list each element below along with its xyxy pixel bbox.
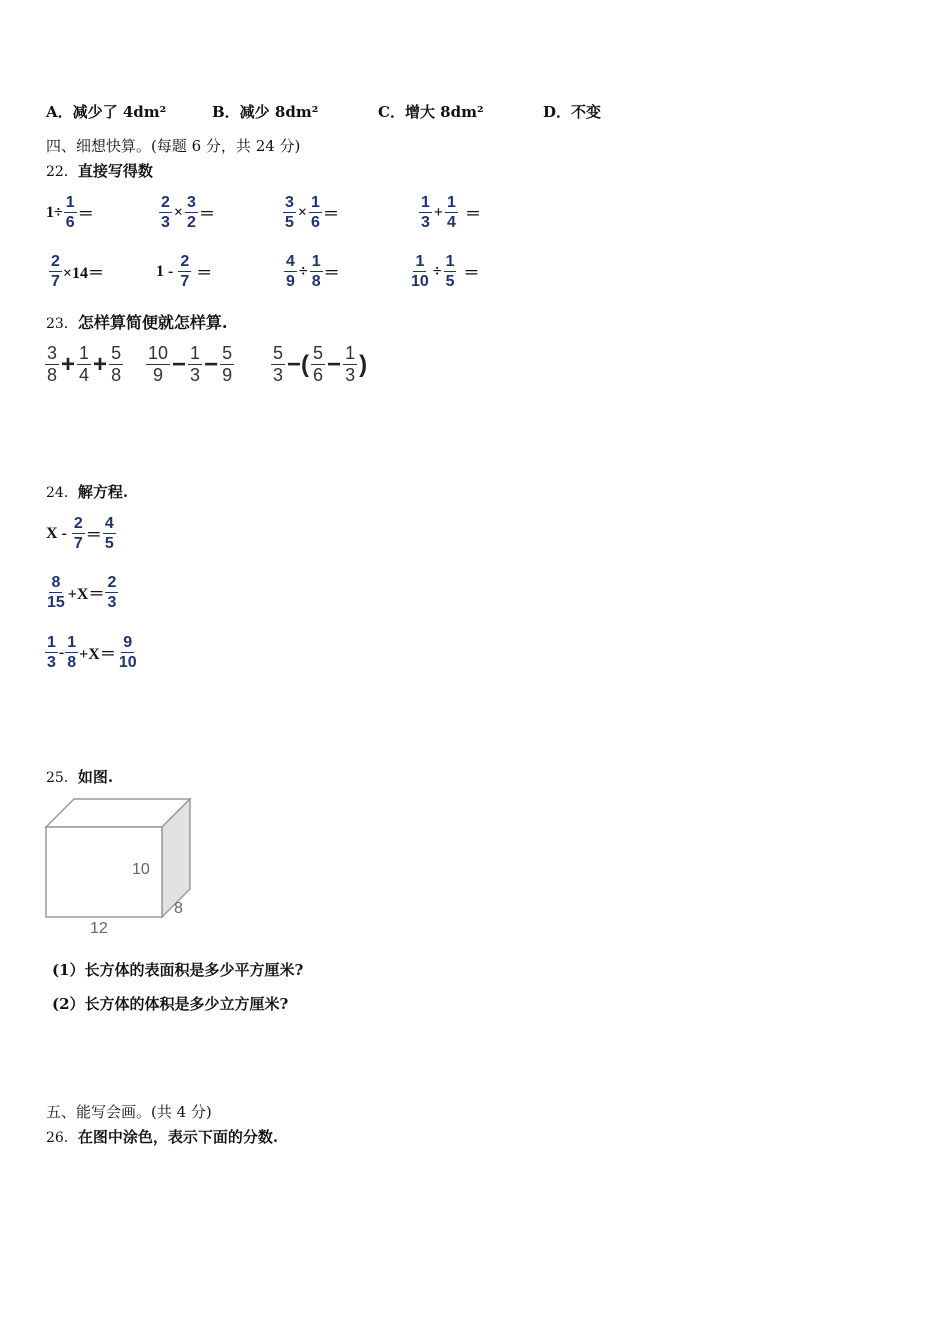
fraction: $\frac{4}{9}$ [286, 253, 295, 290]
fraction: $\frac{1}{3}$ [345, 343, 356, 385]
fraction: $\frac{5}{9}$ [222, 343, 233, 385]
fraction: $\frac{10}{9}$ [148, 343, 169, 385]
fraction: $\frac{2}{3}$ [107, 574, 117, 611]
fraction: $\frac{2}{3}$ [161, 194, 170, 231]
q23-expr-2: $\frac{10}{9}$ − $\frac{1}{3}$ − $\frac{5}{9}$ [148, 343, 233, 385]
question-text: 解方程. [77, 483, 129, 501]
fraction: $\frac{1}{6}$ [65, 194, 75, 231]
q22-expr-2: $\frac{2}{3}$ × $\frac{3}{2}$ ＝ [161, 194, 215, 231]
q22-expr-5: $\frac{2}{7}$ ×14＝ [51, 253, 105, 290]
section-5-title: 五、能写会画。(共 4 分) [46, 1103, 212, 1121]
fraction: $\frac{1}{6}$ [311, 194, 320, 231]
width-label: 8 [174, 900, 183, 917]
q25-heading [46, 767, 113, 788]
length-label: 12 [90, 920, 108, 937]
option-c: C．增大 8dm² [378, 103, 484, 121]
question-text: 怎样算简便就怎样算. [77, 313, 228, 332]
q26-heading [46, 1127, 278, 1148]
q24-equation-1: X - $\frac{2}{7}$ ＝ $\frac{4}{5}$ [46, 515, 114, 552]
fraction: $\frac{2}{7}$ [73, 515, 83, 552]
question-number: 22． [46, 164, 78, 180]
q25-sub-question-1: (1）长方体的表面积是多少平方厘米? [52, 961, 304, 979]
q24-heading [46, 482, 128, 503]
fraction: $\frac{3}{2}$ [187, 194, 196, 231]
fraction: $\frac{1}{3}$ [421, 194, 430, 231]
question-number: 26． [46, 1130, 78, 1146]
height-label: 10 [132, 861, 150, 878]
question-number: 23． [46, 316, 78, 332]
q22-expr-4: $\frac{1}{3}$ + $\frac{1}{4}$ ＝ [421, 194, 481, 231]
fraction: $\frac{1}{8}$ [311, 253, 321, 290]
fraction: $\frac{5}{8}$ [111, 343, 122, 385]
q23-heading [46, 312, 227, 335]
fraction: $\frac{5}{3}$ [273, 343, 284, 385]
fraction: $\frac{1}{3}$ [47, 634, 56, 671]
fraction: $\frac{5}{6}$ [313, 343, 324, 385]
fraction: $\frac{2}{7}$ [51, 253, 60, 290]
q23-expr-3: $\frac{5}{3}$ −( $\frac{5}{6}$ − $\frac{1}{3}$ ) [273, 343, 368, 385]
question-number: 25． [46, 770, 78, 786]
question-text: 直接写得数 [77, 162, 153, 180]
option-a: A．减少了 4dm² [46, 103, 167, 121]
fraction: $\frac{4}{5}$ [104, 515, 114, 552]
fraction: $\frac{8}{15}$ [47, 574, 65, 611]
fraction: $\frac{3}{8}$ [47, 343, 58, 385]
question-text: 在图中涂色，表示下面的分数. [77, 1128, 279, 1146]
fraction: $\frac{1}{4}$ [79, 343, 90, 385]
q22-expr-3: $\frac{3}{5}$ × $\frac{1}{6}$ ＝ [285, 194, 339, 231]
q24-equation-2: $\frac{8}{15}$ +X＝ $\frac{2}{3}$ [47, 574, 117, 611]
question-text: 如图. [77, 768, 114, 786]
cuboid-drawing [44, 797, 194, 943]
fraction: $\frac{9}{10}$ [118, 634, 137, 671]
fraction: $\frac{1}{3}$ [190, 343, 201, 385]
q23-expr-1: $\frac{3}{8}$ + $\frac{1}{4}$ + $\frac{5}{8}$ [47, 343, 122, 385]
q22-expr-6: 1 - $\frac{2}{7}$ ＝ [156, 253, 213, 290]
cuboid-figure [44, 797, 194, 943]
option-b: B．减少 8dm² [212, 103, 319, 121]
fraction: $\frac{1}{4}$ [447, 194, 456, 231]
question-number: 24． [46, 485, 78, 501]
fraction: $\frac{2}{7}$ [180, 253, 190, 290]
fraction: $\frac{1}{10}$ [411, 253, 429, 290]
q22-expr-7: $\frac{4}{9}$ ÷ $\frac{1}{8}$ ＝ [286, 253, 340, 290]
section-4-title: 四、细想快算。(每题 6 分，共 24 分) [46, 137, 301, 155]
option-d: D．不变 [543, 103, 602, 121]
q22-heading [46, 161, 153, 182]
q24-equation-3: $\frac{1}{3}$ - $\frac{1}{8}$ +X＝ $\frac{9}{10}$ [47, 634, 137, 671]
fraction: $\frac{1}{5}$ [445, 253, 455, 290]
q25-sub-question-2: (2）长方体的体积是多少立方厘米? [52, 995, 289, 1013]
fraction: $\frac{3}{5}$ [285, 194, 294, 231]
q22-expr-8: $\frac{1}{10}$ ÷ $\frac{1}{5}$ ＝ [411, 253, 480, 290]
q22-expr-1: 1÷ $\frac{1}{6}$ ＝ [46, 194, 94, 231]
fraction: $\frac{1}{8}$ [67, 634, 77, 671]
